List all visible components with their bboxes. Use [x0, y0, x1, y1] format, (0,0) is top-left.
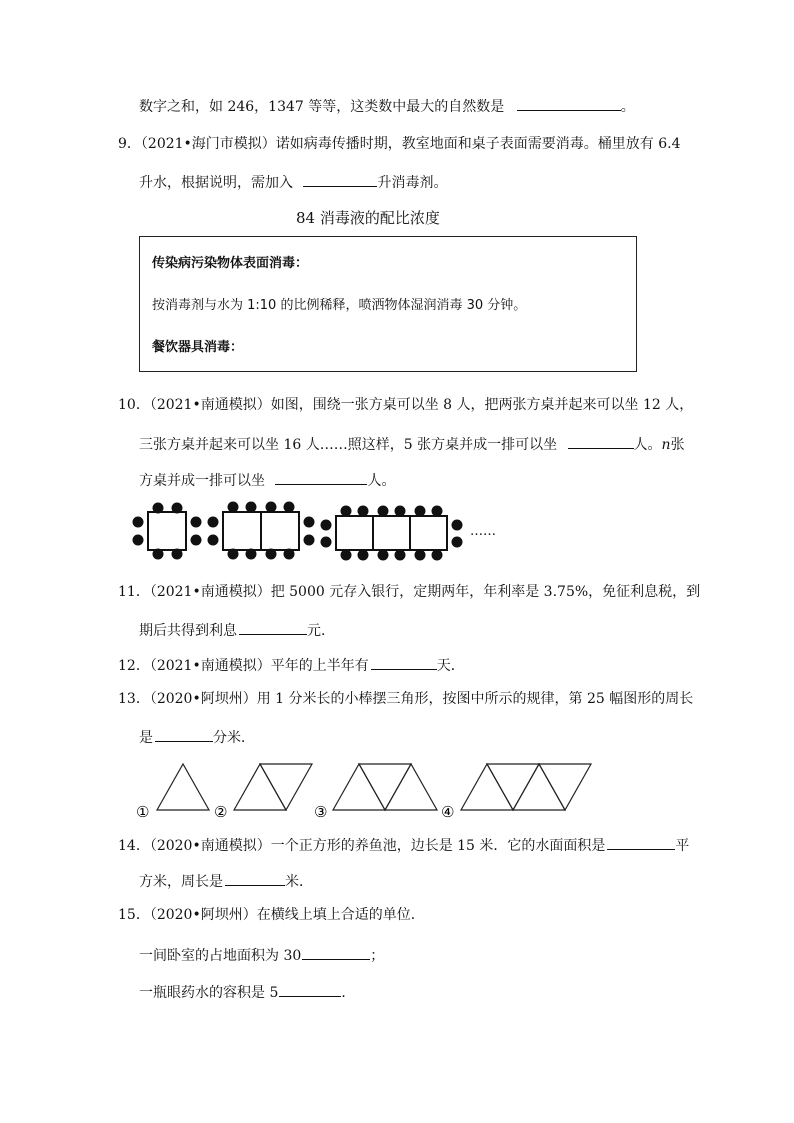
figure-label-3: ③ — [314, 803, 328, 821]
figure-label-2: ② — [214, 803, 228, 821]
q9-end: 升消毒剂。 — [377, 175, 448, 191]
triangle-figure-1 — [157, 764, 209, 810]
q14-end: 米． — [285, 874, 313, 890]
box-heading-tableware: 餐饮器具消毒： — [152, 340, 244, 355]
q14-line-2 — [139, 869, 313, 892]
q12-end: 天． — [436, 658, 465, 674]
q15-answer-blank-2[interactable] — [279, 980, 341, 997]
q14-unit: 平 — [675, 838, 690, 854]
q10-text-a: 三张方桌并起来可以坐 16 人……照这样，5 张方桌并成一排可以坐 — [139, 437, 558, 453]
q15-text-a: 一间卧室的占地面积为 30 — [139, 948, 302, 964]
box-surface-text: 按消毒剂与水为 1:10 的比例稀释，喷洒物体湿润消毒 30 分钟。 — [152, 298, 527, 313]
q11-line-1: 11．（2021•南通模拟）把 5000 元存入银行，定期两年，年利率是 3.75%，免征利息税，到 — [118, 584, 701, 600]
q15-end-a: ； — [370, 948, 385, 964]
q13-text: 是 — [139, 730, 153, 746]
triangle-figure-2 — [234, 764, 312, 810]
q10-text-c: 张 — [670, 437, 685, 453]
q14-text: 14．（2020•南通模拟）一个正方形的养鱼池，边长是 15 米．它的水面面积是 — [118, 838, 606, 854]
triangle-figure-4 — [461, 764, 591, 810]
q10-var-n: n — [661, 437, 671, 453]
q15-line-1: 15．（2020•阿坝州）在横线上填上合适的单位． — [118, 907, 425, 923]
q15-text-b: 一瓶眼药水的容积是 5 — [139, 985, 279, 1001]
q13-line-1: 13．（2020•阿坝州）用 1 分米长的小棒摆三角形，按图中所示的规律，第 25 幅图形的周长 — [118, 691, 694, 707]
q9-table-title: 84 消毒液的配比浓度 — [296, 209, 440, 227]
q9-text: 升水，根据说明，需加入 — [139, 175, 293, 191]
q10-text-d: 方桌并成一排可以坐 — [139, 473, 265, 489]
q12-text: 12．（2021•南通模拟）平年的上半年有 — [118, 658, 369, 674]
q14-answer-blank-2[interactable] — [225, 869, 285, 886]
q14-line-1 — [118, 833, 689, 856]
q10-line-1: 10．（2021•南通模拟）如图，围绕一张方桌可以坐 8 人，把两张方桌并起来可以坐 12 人， — [118, 397, 694, 413]
q15-answer-blank-1[interactable] — [302, 943, 370, 960]
figure-label-1: ① — [136, 803, 150, 821]
q9-line-1: 9．（2021•海门市模拟）诺如病毒传播时期，教室地面和桌子表面需要消毒。桶里放有 6.4 — [118, 136, 681, 152]
q8-end: 。 — [620, 99, 635, 115]
q10-text-b: 人。 — [633, 437, 662, 453]
box-heading-surface: 传染病污染物体表面消毒： — [152, 256, 309, 271]
q8-text: 数字之和，如 246，1347 等等，这类数中最大的自然数是 — [139, 99, 505, 115]
q11-end: 元． — [307, 623, 335, 639]
q11-text: 期后共得到利息 — [139, 623, 237, 639]
q14-text-b: 方米，周长是 — [139, 874, 223, 890]
triangle-figure-3 — [333, 764, 437, 810]
q15-line-2 — [139, 943, 384, 966]
q15-end-b: ． — [341, 985, 356, 1001]
q14-answer-blank-1[interactable] — [607, 833, 675, 850]
tables-ellipsis: …… — [470, 524, 496, 539]
q15-line-3 — [139, 980, 355, 1003]
q10-text-e: 人。 — [367, 473, 396, 489]
q13-end: 分米． — [213, 730, 255, 746]
figure-label-4: ④ — [441, 803, 455, 821]
